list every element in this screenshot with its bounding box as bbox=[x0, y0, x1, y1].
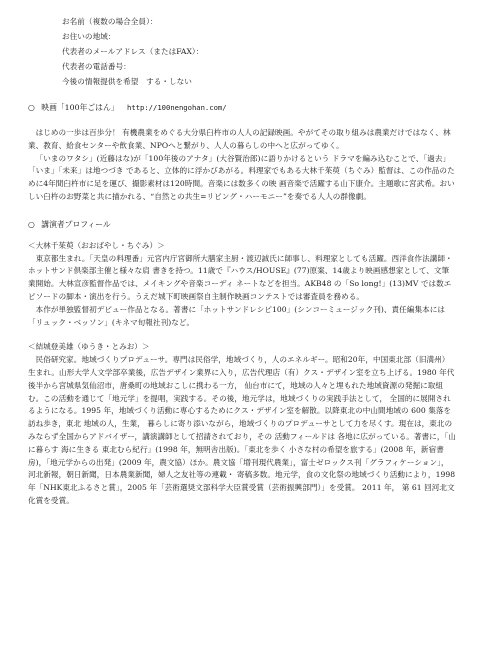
lecturer-profile bbox=[28, 341, 456, 507]
movie-paragraph: はじめの一歩は百歩分！ 有機農業をめぐる大分県臼杵市の人人の記録映画。やがてその取り組みは農業だけではなく、林業、教育、給食センターや飲食業、NPOへと繋がり、人人の暮らしの中へと広がってゆく。 bbox=[28, 128, 451, 150]
lecturer-bio: 本作が単独監督初デビュー作品となる。著書に「ホットサンドレシピ100」(シンコーミュージック刊)、責任編集本には「リュック・ベッソン」(キネマ旬報社刊)など。 bbox=[28, 304, 446, 327]
lecturer-name: ＜結城登美雄（ゆうき・とみお）＞ bbox=[28, 342, 150, 352]
lecturer-name: ＜大林千茱萸（おおばやし・ちぐみ）＞ bbox=[28, 240, 165, 250]
lecturer-bio: 東京都生まれ。「天皇の料理番」元宮内庁宮御所大膳家主厨・渡辺誠氏に師事し、料理家としても活躍。西洋食作法講師・ホットサンド倶楽部主催と様々な肩 書きを持つ。11歳で『ハウス/HOUSE』(77)原案、14歳より映画感想家として、文筆業開始。大林宣彦監督作品では、メイキングや音楽コーディ ネートなどを担当。AKB48 の「So long!」(13)MV では数エピソードの脚本・演出を行う。うえだ城下町映画祭自主制作映画コンテストでは審査員を務める。 bbox=[28, 253, 453, 301]
lecturers-section-heading bbox=[28, 218, 456, 231]
email-label: 代表者のメールアドレス（またはFAX）： bbox=[62, 47, 204, 56]
lecturer-profile bbox=[28, 240, 456, 330]
application-form bbox=[28, 14, 456, 89]
circle-icon: ○ bbox=[28, 103, 35, 112]
movie-title: 映画「100年ごはん」 bbox=[41, 103, 119, 112]
info-preference-label: 今後の情報提供を希望 する・しない bbox=[62, 77, 192, 86]
lecturers-title: 講演者プロフィール bbox=[41, 219, 111, 229]
name-label: お名前（複数の場合全員）： bbox=[62, 17, 158, 26]
movie-section-heading bbox=[28, 101, 456, 114]
phone-label: 代表者の電話番号： bbox=[62, 62, 131, 71]
movie-paragraph: 「いまのワタシ」(近藤はな)が「100年後のアナタ」(大谷賢治郎)に語りかけるという ドラマを編み込むことで、「過去」「いま」「未来」は地つづき であると、立体的に浮かびあがる。料理家でもある大林千茱萸（ちぐみ）監督は、この作品のために4年間臼杵市に足を運び、撮影素材は120時間。音楽には数多くの映 画音楽で活躍する山下康介。主題歌に宮武希。おいしい臼杵のお野菜と共に描かれる、“自然との共生=リビング・ハーモニー”を奏でる人人の群像劇。 bbox=[28, 153, 455, 201]
movie-description bbox=[28, 127, 456, 204]
address-label: お住いの地域： bbox=[62, 32, 116, 41]
circle-icon: ○ bbox=[28, 219, 35, 229]
movie-url[interactable]: http://100nengohan.com/ bbox=[127, 103, 227, 112]
lecturer-bio: 民俗研究家。地域づくりプロデューサ。専門は民俗学，地域づくり，人のエネルギー。昭和20年，中国東北部（旧満州）生まれ。山形大学人文学部卒業後，広告デザイン業界に入り，広告代理店（有）クス・デザイン室を立ち上げる。1980 年代後半から宮城県気仙沼市，唐桑町の地域おこしに携わる一方， 仙台市にて，地域の人々と埋もれた地域資源の発掘に取組む。この活動を通じて「地元学」を提唱，実践する。その後，地元学は，地域づくりの実践手法として， 全国的に展開されるようになる。1995 年，地域づくり活動に専心するためにクス・デザイン室を解散。以降東北の中山間地域の 600 集落を訪ね歩き，東北 地域の人，生業， 暮らしに寄り添いながら，地域づくりのプロデューサとして力を尽くす。現在は，東北のみならず全国からアドバイザー，講演講師として招請されており，その 活動フィールドは 各地に広がっている。著書に，「山に暮らす 海に生きる 東北むら紀行」(1998 年，無明舎出版)。「東北を歩く 小さな村の希望を旅する」(2008 年，新宿書房)，「地元学からの出発」(2009 年，農文協）ほか。農文協「増刊現代農業」，富士ゼロックス刊「グラフィケーション」，河北新報，朝日新聞，日本農業新聞，婦人之友社等の連載・ 寄稿多数。地元学，食の文化祭の地域づくり活動により，1998 年「NHK東北ふるさと賞」，2005 年「芸術選奨文部科学大臣賞受賞（芸術振興部門）」を受賞。 2011 年， 第 61 回河北文化賞を受賞。 bbox=[28, 355, 456, 505]
